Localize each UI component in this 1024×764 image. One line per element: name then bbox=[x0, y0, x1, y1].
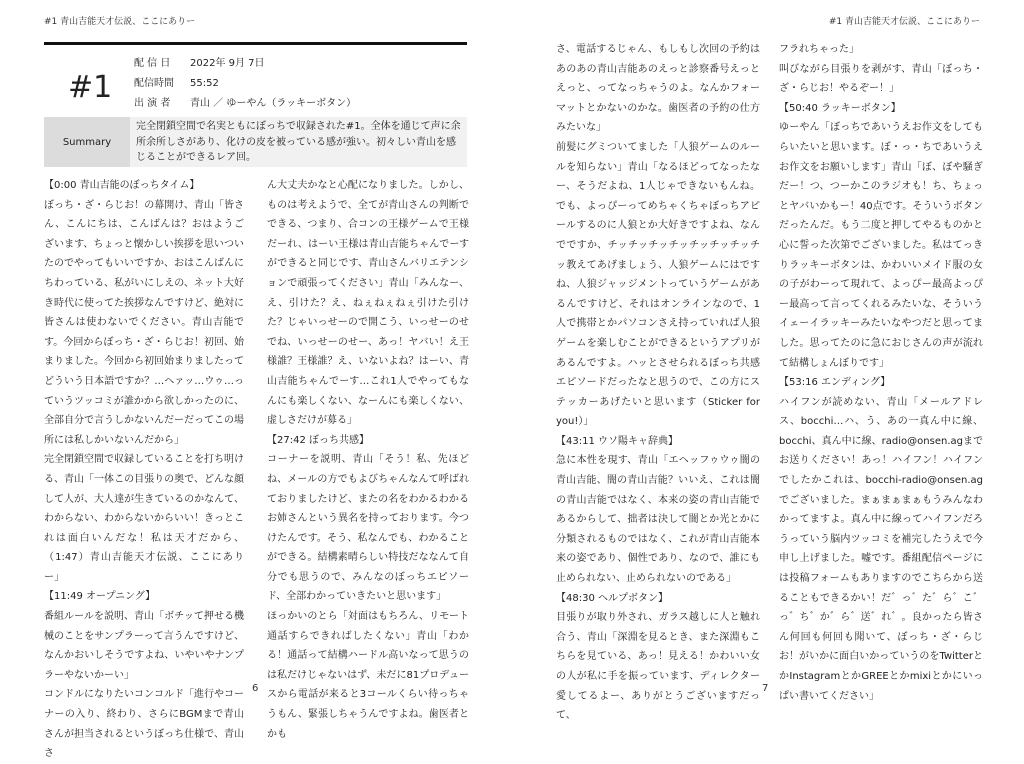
running-header-right: #1 青山吉能天才伝説、ここにありー bbox=[828, 17, 980, 27]
body-column-2: ん大丈夫かなと心配になりました。しかし、ものは考えようで、全てが青山さんの判断でできる、つまり、合コンの王様ゲームで王様だーれ、はーい王様は青山吉能ちゃんでーすができると同じです、青山さんバリエテンションで頑張ってください」青山「みんなー、え、引けた？え、ねぇねぇねぇ引けた引けた？じゃいっせーので開こう、いっせーのせでね、いっせーのせー、あっ！ヤバい！え王様誰？王様誰？え、いないよね？はーい、青山吉能ちゃんでーす…これ1人でやってもなんにも楽しくない、なーんにも楽しくない、虚しさだけが募る」 【27:42 ぼっち共感】 コーナーを説明、青山「そう！私、先ほどね、メールの方でもよびちゃんなんて呼ばれておりましたけど、またの名をわかるわかるお姉さんという異名を持っております。今つけたんです。そう、私なんでも、わかることができる。結構素晴らしい特技だななんて自分でも思うので、みんなのぼっちエピソード、全部わかっていきたいと思います」 ほっかいのとら「対面はもちろん、リモート通話すらできればしたくない」青山「わかる！通話って結構ハードル高いなって思うのは私だけじゃないはず、未だに81プロデュースから電話が来ると3コールくらい待っちゃうもん、緊張しちゃうんですよね。歯医者とかも bbox=[267, 180, 469, 740]
body-column-4: フラれちゃった」 叫びながら目張りを剥がす、青山「ぼっち・ざ・らじお！やるぞー！」 【50:40 ラッキーボタン】 ゆーやん「ぼっちであいうえお作文をしてもらいたいと思います。ぼ・っ・ちであいうえお作文をお願いします」青山「ぼ、ぼや騒ぎだー！つ、つーかこのラジオも！ち、ちょっとヤバいかもー！40点です。そういうボタンだったんだ。もう二度と押してやるものかと心に誓った次第でございました。私はてっきりラッキーボタンは、かわいいメイド服の女の子がわーって現れて、よっぴー最高よっぴー最高って言ってくれるみたいな、そういうイェーイラッキーみたいなやつだと思ってました。思ってたのに急におじさんの声が流れて結構しょんぼりです」 【53:16 エンディング】 ハイフンが読めない、青山「メールアドレス、bocchi…ハ、う、あの一真ん中に線、bocchi、真ん中に線、radio@onsen.agまでお送りください！あっ！ハイフン！ハイフンでしたかこれは、bocchi-radio@onsen.agでございました。まぁまぁまぁもうみんなわかってますよ。真ん中に線ってハイフンだろうっていう脳内ツッコミを補完したうえで今申し上げました。嘘です。番組配信ページには投稿フォームもありますのでこちらから送ることもできるかい！だ゛っ゛た゛ら゛こ゛っ゛ち゛か゛ら゛送゛れ゛。良かったら皆さん何回も何回も聞いて、ぼっち・ざ・らじお！がいかに面白いかっていうのをTwitterとかInstagramとかGREEとかmixiとかにいっぱい書いてください」 bbox=[779, 44, 983, 702]
summary-text: 完全閉鎖空間で名実ともにぼっちで収録された#1。全体を通じて声に余所余所しさがあり、化けの皮を被っている感が強い。初々しい青山を感じることができるレア回。 bbox=[130, 117, 467, 167]
meta-value: 青山 ／ ゆーやん（ラッキーボタン） bbox=[190, 98, 357, 109]
meta-row-cast bbox=[134, 94, 356, 114]
episode-number: #1 bbox=[68, 70, 113, 105]
meta-value: 55:52 bbox=[190, 78, 219, 89]
page-number-right: 7 bbox=[762, 683, 769, 694]
page-number-left: 6 bbox=[252, 683, 259, 694]
meta-key: 出 演 者 bbox=[134, 98, 171, 109]
meta-row-date bbox=[134, 54, 356, 74]
body-column-3: さ、電話するじゃん、もしもし次回の予約はあのあの青山吉能あのえっと診察番号えっとえっと、ってなっちゃうのよ。なんかフォーマットとかないのかな。歯医者の予約の仕方みたいな」 前髪にグミついてました「人狼ゲームのルールを知らない」青山「なるほどってなったなー、そうだよね、1人じゃできないもんね。でも、よっぴーってめちゃくちゃぼっちアピールするのに人狼とか大好きですよね、なんでですか、チッチッチッチッチッチッチッチッ教えてあげましょう、人狼ゲームにはですね、人狼ジャッジメントっていうゲームがあるんですけど、それはオンラインなので、1人で携帯とかパソコンさえ持っていれば人狼ゲームを楽しむことができるというアプリがあるんですよ。ハッとさせられるぼっち共感エピソードだったなと思うので、この方にステッカーあげたいと思います（Sticker for you!）」 【43:11 ウソ陽キャ辞典】 急に本性を現す、青山「エヘッフゥウゥ闇の青山吉能、闇の青山吉能？いいえ、これは闇の青山吉能ではなく、本来の姿の青山吉能であるからして、拙者は決して闇とか光とかに分類されるものではなく、これが青山吉能本来の姿であり、個性であり、なので、誰にも止められない、止められないのである」 【48:30 ヘルプボタン】 目張りが取り外され、ガラス越しに人と触れ合う、青山「深淵を見るとき、また深淵もこちらを見ている、あっ！見える！かわいい女の人が私に手を振っています、ディレクター愛してるよー、ありがとうございますだって、 bbox=[556, 44, 760, 722]
body-column-1: 【0:00 青山吉能のぼっちタイム】 ぼっち・ざ・らじお！の幕開け、青山「皆さん、こんにちは、こんばんは？おはようございます、ちょっと懐かしい挨拶を思いついたのでやってもいいですか、おはこんばんにちわっている、私がいにしえの、ネット大好き時代に使ってた挨拶なんですけど、絶対に皆さんは使わないでください。青山吉能です。今回からぼっち・ざ・らじお！初回、始まりました。今回から初回始まりましたってどういう日本語ですか？…ヘァッ…ウゥ…っていうツッコミが誰かから欲しかったのに、全部自分で言うしかないんだーだってこの場所には私しかいないんだから」 完全閉鎖空間で収録していることを打ち明ける、青山「一体この目張りの奥で、どんな顔して人が、大人達が生きているのかなんて、わからない、わからないからいい！きっとこれは面白いんだな！私は天才だから、（1:47）青山吉能天才伝説、ここにありー」 【11:49 オープニング】 番組ルールを説明、青山「ボチッて押せる機械のことをサンプラーって言うんですけど、なんかおいしそうですよね、いやいやナンプラーやないかーい」 コンドルになりたいコンコルド「進行やコーナーの入り、終わり、さらにBGMまで青山さんが担当されるというぼっち仕様で、青山さ bbox=[44, 180, 244, 760]
meta-value: 2022年 9月 7日 bbox=[190, 58, 265, 69]
summary-label: Summary bbox=[44, 117, 130, 167]
meta-key: 配信時間 bbox=[134, 78, 174, 89]
episode-meta bbox=[134, 54, 356, 114]
title-rule bbox=[44, 42, 467, 45]
summary-box bbox=[44, 117, 467, 167]
running-header-left: #1 青山吉能天才伝説、ここにありー bbox=[44, 17, 196, 27]
meta-row-duration bbox=[134, 74, 356, 94]
meta-key: 配 信 日 bbox=[134, 58, 171, 69]
